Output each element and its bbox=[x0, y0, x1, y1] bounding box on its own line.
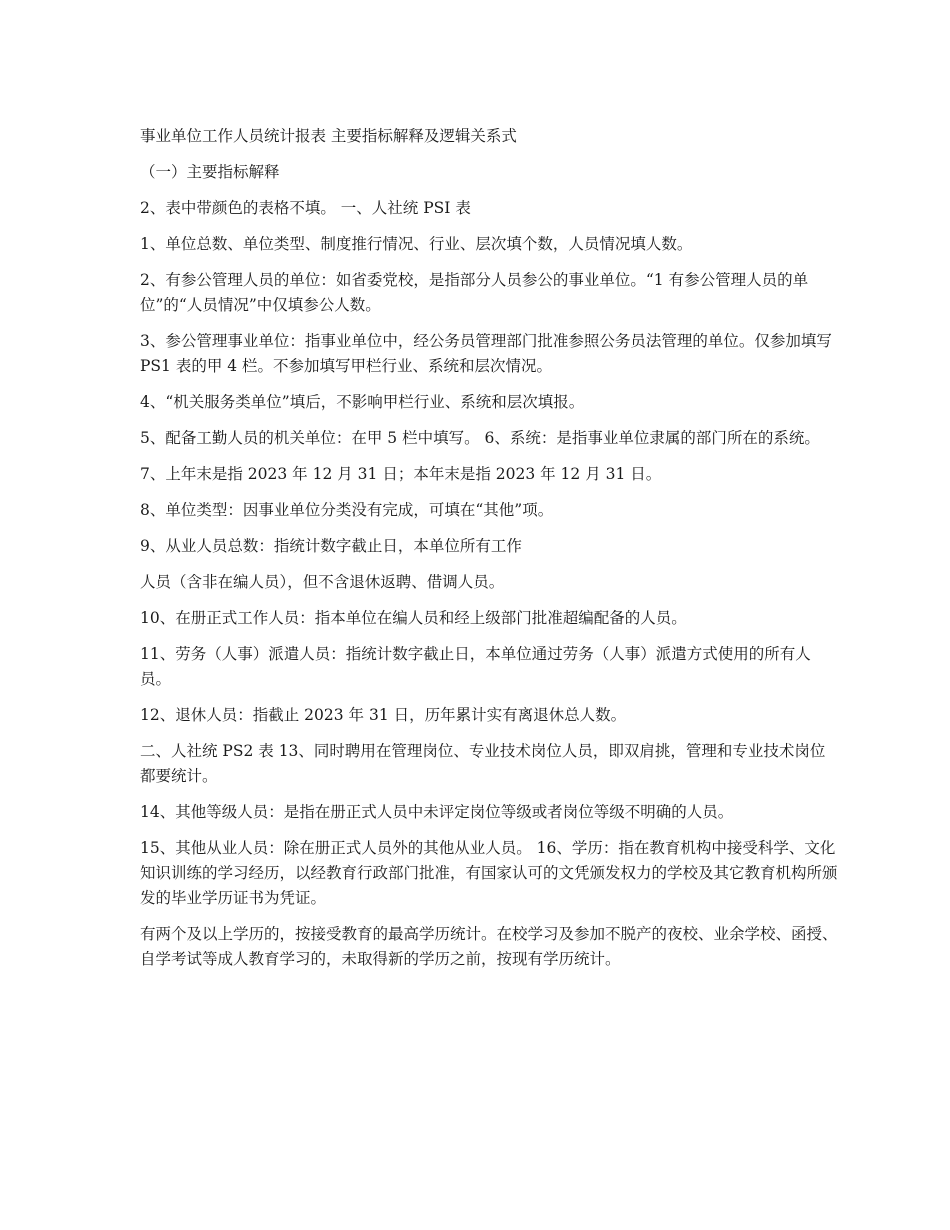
paragraph: 1、单位总数、单位类型、制度推行情况、行业、层次填个数，人员情况填人数。 bbox=[140, 235, 693, 253]
paragraph: 4、“机关服务类单位”填后，不影响甲栏行业、系统和层次填报。 bbox=[140, 393, 585, 411]
paragraph: 2、有参公管理人员的单位：如省委党校，是指部分人员参公的事业单位。“1 有参公管理人员的单位”的“人员情况”中仅填参公人数。 bbox=[140, 271, 809, 314]
paragraph: 7、上年末是指 2023 年 12 月 31 日；本年末是指 2023 年 12 月 31 日。 bbox=[140, 465, 662, 483]
document-title: 事业单位工作人员统计报表 主要指标解释及逻辑关系式 bbox=[140, 127, 517, 145]
paragraph: 有两个及以上学历的，按接受教育的最高学历统计。在校学习及参加不脱产的夜校、业余学校、函授、自学考试等成人教育学习的，未取得新的学历之前，按现有学历统计。 bbox=[140, 925, 838, 968]
paragraph: 14、其他等级人员：是指在册正式人员中未评定岗位等级或者岗位等级不明确的人员。 bbox=[140, 803, 734, 821]
section-heading: （一）主要指标解释 bbox=[140, 163, 280, 181]
paragraph: 二、人社统 PS2 表 13、同时聘用在管理岗位、专业技术岗位人员，即双肩挑，管理和专业技术岗位都要统计。 bbox=[140, 742, 826, 785]
paragraph: 2、表中带颜色的表格不填。 一、人社统 PSI 表 bbox=[140, 199, 471, 217]
paragraph: 10、在册正式工作人员：指本单位在编人员和经上级部门批准超编配备的人员。 bbox=[140, 609, 687, 627]
paragraph: 人员（含非在编人员），但不含退休返聘、借调人员。 bbox=[140, 573, 505, 591]
document-page bbox=[140, 124, 840, 983]
paragraph: 5、配备工勤人员的机关单位：在甲 5 栏中填写。 6、系统：是指事业单位隶属的部门所在的系统。 bbox=[140, 429, 820, 447]
paragraph: 15、其他从业人员：除在册正式人员外的其他从业人员。 16、学历：指在教育机构中接受科学、文化知识训练的学习经历，以经教育行政部门批准，有国家认可的文凭颁发权力的学校及其它教育机构所颁发的毕业学历证书为凭证。 bbox=[140, 839, 838, 907]
paragraph: 9、从业人员总数：指统计数字截止日，本单位所有工作 bbox=[140, 537, 522, 555]
paragraph: 8、单位类型：因事业单位分类没有完成，可填在“其他”项。 bbox=[140, 501, 554, 519]
paragraph: 11、劳务（人事）派遣人员：指统计数字截止日，本单位通过劳务（人事）派遣方式使用的所有人员。 bbox=[140, 645, 811, 688]
paragraph: 12、退休人员：指截止 2023 年 31 日，历年累计实有离退休总人数。 bbox=[140, 706, 627, 724]
paragraph: 3、参公管理事业单位：指事业单位中，经公务员管理部门批准参照公务员法管理的单位。仅参加填写 PS1 表的甲 4 栏。不参加填写甲栏行业、系统和层次情况。 bbox=[140, 332, 837, 375]
